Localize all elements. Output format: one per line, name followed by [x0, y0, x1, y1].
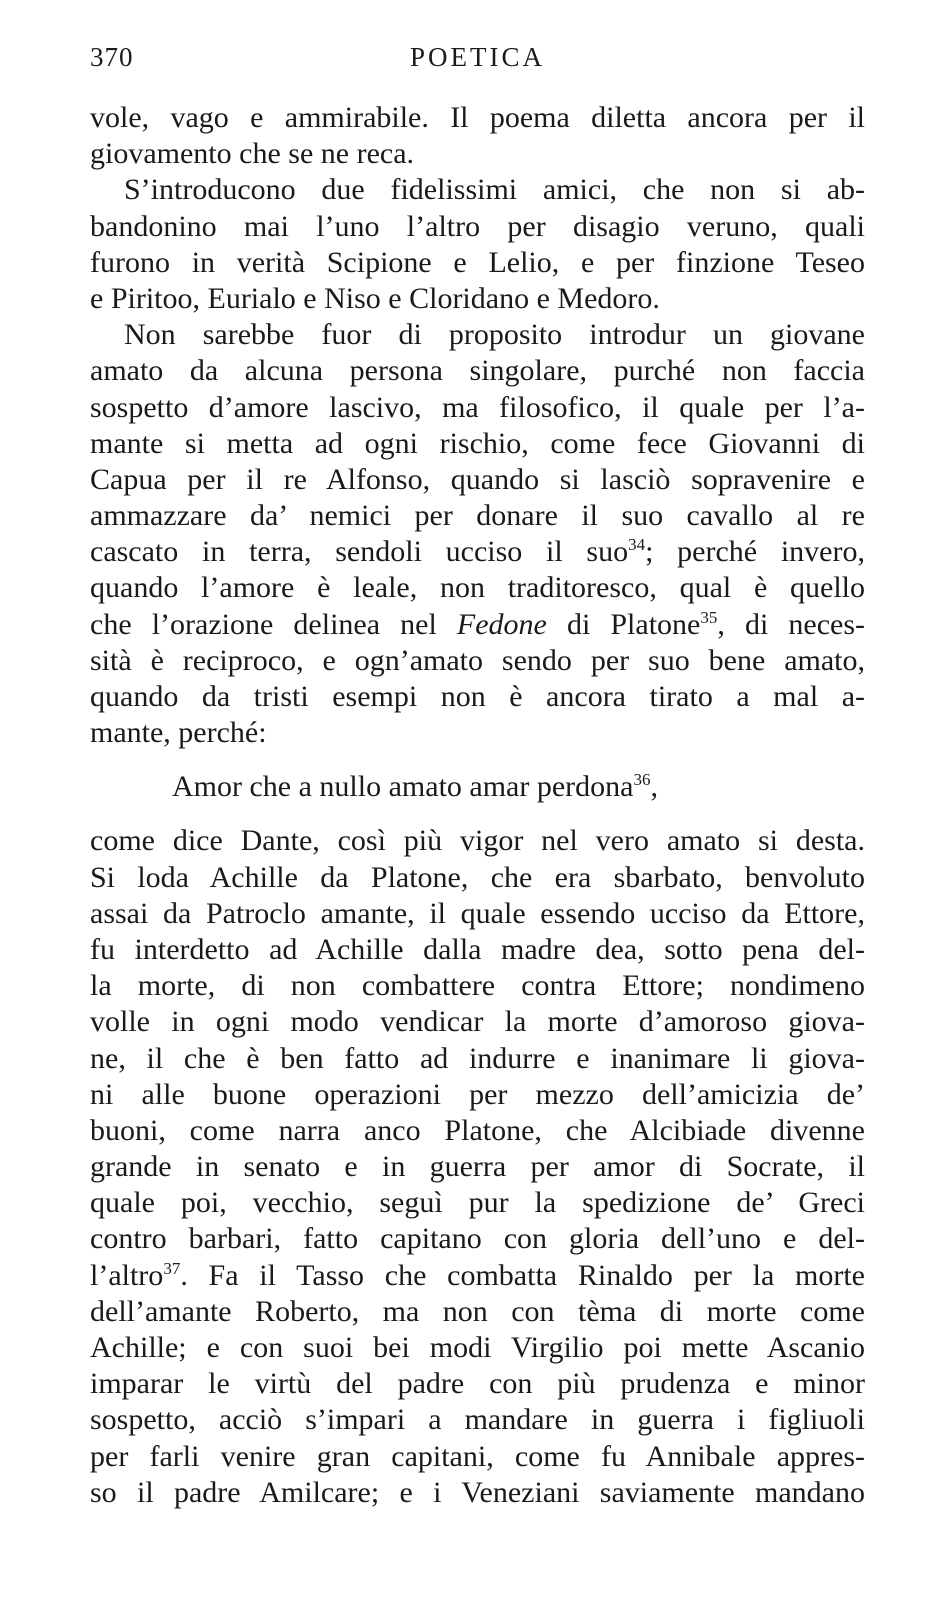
text-fragment: , di neces-: [717, 607, 865, 641]
text-line: bandonino mai l’uno l’altro per disagio veruno, quali: [90, 209, 865, 243]
text-line: la morte, di non combattere contra Ettore; nondimeno: [90, 969, 865, 1003]
text-line: come dice Dante, così più vigor nel vero amato si desta.: [90, 824, 865, 858]
text-line: S’introducono due fidelissimi amici, che non si ab-: [124, 173, 865, 207]
text-line: mante si metta ad ogni rischio, come fece Giovanni di: [90, 426, 865, 460]
text-line: [90, 1258, 865, 1294]
text-line: e Piritoo, Eurialo e Niso e Cloridano e Medoro.: [90, 281, 660, 315]
running-title: POETICA: [410, 42, 545, 72]
footnote-ref: 36: [633, 770, 651, 790]
text-line: fu interdetto ad Achille dalla madre dea, sotto pena del-: [90, 932, 865, 966]
text-fragment: Amor che a nullo amato amar perdona: [172, 770, 634, 804]
text-line: volle in ogni modo vendicar la morte d’amoroso giova-: [90, 1005, 865, 1039]
text-line: quando da tristi esempi non è ancora tirato a mal a-: [90, 680, 865, 713]
text-fragment: . Fa il Tasso che combatta Rinaldo per la morte: [180, 1258, 865, 1292]
text-line: per farli venire gran capitani, come fu Annibale appres-: [90, 1439, 865, 1473]
text-line: sità è reciproco, e ogn’amato sendo per suo bene amato,: [90, 643, 865, 677]
text-line: sospetto, acciò s’impari a mandare in guerra i figliuoli: [90, 1403, 865, 1437]
text-line: quando l’amore è leale, non traditoresco, qual è quello: [90, 571, 865, 605]
text-line: furono in verità Scipione e Lelio, e per finzione Teseo: [90, 245, 865, 279]
text-line: [90, 534, 865, 570]
text-line: [90, 607, 865, 643]
body-text: [90, 100, 865, 1511]
footnote-ref: 34: [628, 535, 646, 555]
text-fragment: ; perché invero,: [645, 535, 865, 569]
text-line: ammazzare da’ nemici per donare il suo cavallo al re: [90, 499, 865, 533]
verse-quote: [90, 751, 865, 823]
text-line: giovamento che se ne reca.: [90, 137, 415, 171]
footnote-ref: 37: [163, 1258, 181, 1278]
text-line: imparar le virtù del padre con più prudenza e minor: [90, 1367, 865, 1401]
text-line: Si loda Achille da Platone, che era sbarbato, benvoluto: [90, 860, 865, 894]
text-line: mante, perché:: [90, 716, 267, 750]
text-line: contro barbari, fatto capitano con gloria dell’uno e del-: [90, 1222, 865, 1256]
text-line: sospetto d’amore lascivo, ma filosofico, il quale per l’a-: [90, 390, 865, 424]
text-fragment: l’altro: [90, 1258, 164, 1292]
text-line: grande in senato e in guerra per amor di Socrate, il: [90, 1150, 865, 1184]
text-fragment: che l’orazione delinea nel: [90, 607, 457, 641]
text-fragment: cascato in terra, sendoli ucciso il suo: [90, 535, 629, 569]
italic-title: Fedone: [456, 607, 547, 641]
page-number: 370: [90, 42, 134, 72]
text-fragment: ,: [650, 770, 658, 804]
text-line: vole, vago e ammirabile. Il poema diletta ancora per il: [90, 101, 865, 134]
text-line: assai da Patroclo amante, il quale essendo ucciso da Ettore,: [90, 896, 865, 930]
text-fragment: di Platone: [546, 607, 701, 641]
text-line: Capua per il re Alfonso, quando si lasciò sopravenire e: [90, 462, 865, 496]
text-line: buoni, come narra anco Platone, che Alcibiade divenne: [90, 1113, 865, 1147]
text-line: Non sarebbe fuor di proposito introdur un giovane: [124, 318, 865, 352]
footnote-ref: 35: [700, 607, 718, 627]
text-line: quale poi, vecchio, seguì pur la spedizione de’ Greci: [90, 1186, 865, 1220]
text-line: Achille; e con suoi bei modi Virgilio poi mette Ascanio: [90, 1331, 865, 1364]
text-line: so il padre Amilcare; e i Veneziani saviamente mandano: [90, 1475, 865, 1509]
text-line: dell’amante Roberto, ma non con tèma di morte come: [90, 1294, 865, 1328]
text-line: amato da alcuna persona singolare, purché non faccia: [90, 354, 865, 388]
text-line: ni alle buone operazioni per mezzo dell’amicizia de’: [90, 1077, 865, 1111]
text-line: ne, il che è ben fatto ad indurre e inanimare li giova-: [90, 1041, 865, 1075]
page-header: [90, 42, 865, 82]
